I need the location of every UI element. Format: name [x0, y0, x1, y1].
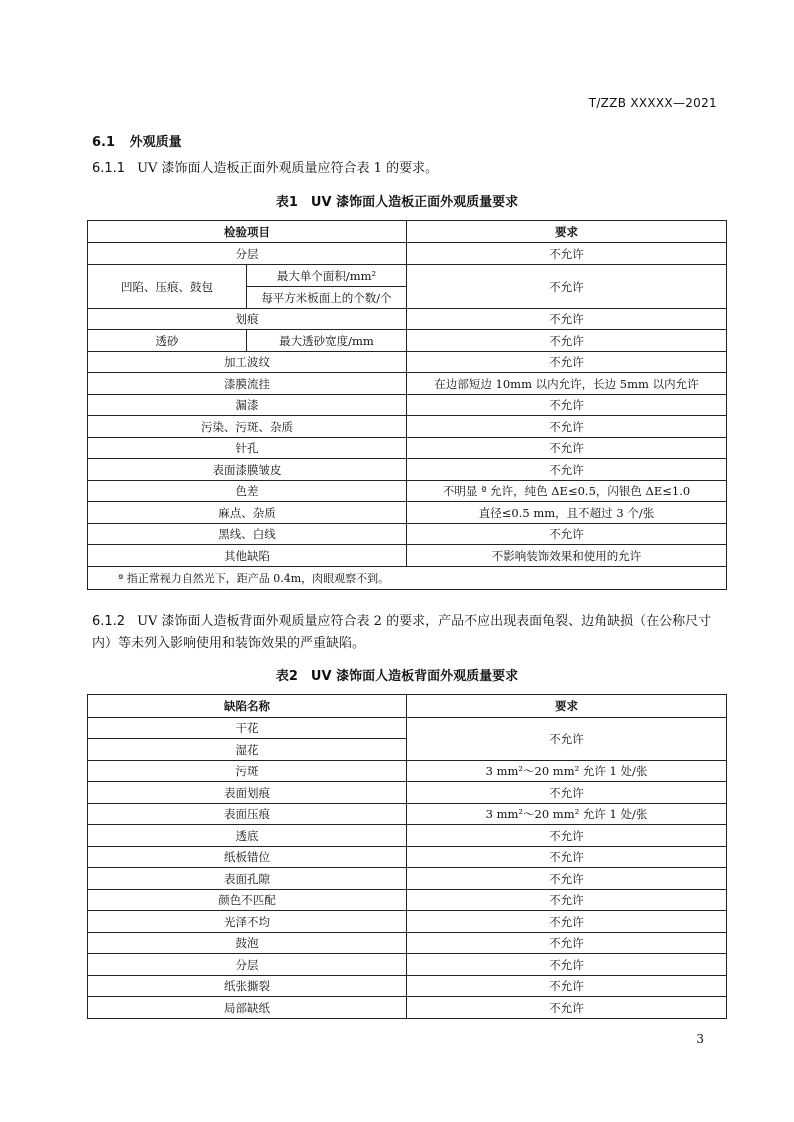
- table1-header-requirement: 要求: [407, 221, 727, 243]
- table2-cell-requirement: 不允许: [407, 997, 727, 1019]
- table1-cell-requirement: 不允许: [407, 459, 727, 481]
- table2-cell-item: 分层: [88, 954, 407, 976]
- table1-cell-item: 黑线、白线: [88, 524, 407, 545]
- table2-cell-item: 纸板错位: [88, 847, 407, 868]
- table1-cell-requirement: 不允许: [407, 524, 727, 545]
- table1-caption: 表1 UV 漆饰面人造板正面外观质量要求: [275, 195, 519, 210]
- table1-cell-item: 表面漆膜皱皮: [88, 459, 407, 481]
- clause-text: UV 漆饰面人造板正面外观质量应符合表 1 的要求。: [137, 161, 439, 176]
- table2-cell-requirement: 不允许: [407, 890, 727, 911]
- table2-cell-item: 纸张撕裂: [88, 976, 407, 997]
- table1-cell-group: 透砂: [88, 330, 247, 352]
- table1-cell-item: 划痕: [88, 309, 407, 330]
- table1-cell-item: 麻点、杂质: [88, 502, 407, 524]
- table2-cell-requirement: 3 mm²～20 mm² 允许 1 处/张: [407, 804, 727, 825]
- table1-cell-requirement: 在边部短边 10mm 以内允许，长边 5mm 以内允许: [407, 373, 727, 395]
- table1-cell-subitem: 最大单个面积/mm²: [247, 265, 407, 287]
- table2-cell-requirement: 不允许: [407, 782, 727, 804]
- table1-cell-item: 针孔: [88, 438, 407, 459]
- table2-cell-item: 湿花: [88, 739, 407, 761]
- table2-header-requirement: 要求: [407, 695, 727, 718]
- table2-cell-item: 表面划痕: [88, 782, 407, 804]
- table1-cell-requirement: 不允许: [407, 352, 727, 373]
- table2-cell-item: 表面孔隙: [88, 868, 407, 890]
- table2-cell-item: 干花: [88, 718, 407, 739]
- table1-cell-requirement: 直径≤0.5 mm，且不超过 3 个/张: [407, 502, 727, 524]
- table1-cell-item: 分层: [88, 243, 407, 265]
- section-title: 外观质量: [129, 135, 182, 150]
- table1-cell-requirement: 不允许: [407, 395, 727, 416]
- table2-cell-requirement: 不允许: [407, 718, 727, 761]
- table2-caption: 表2 UV 漆饰面人造板背面外观质量要求: [275, 669, 519, 684]
- table2-cell-requirement: 不允许: [407, 911, 727, 933]
- table2-cell-item: 颜色不匹配: [88, 890, 407, 911]
- table2-cell-item: 表面压痕: [88, 804, 407, 825]
- table1-cell-item: 污染、污斑、杂质: [88, 416, 407, 438]
- table2-cell-item: 光泽不均: [88, 911, 407, 933]
- table1-cell-item: 色差: [88, 481, 407, 502]
- table2-cell-requirement: 不允许: [407, 825, 727, 847]
- section-number: 6.1: [92, 135, 116, 150]
- table1-cell-requirement: 不允许: [407, 243, 727, 265]
- table1-cell-item: 漆膜流挂: [88, 373, 407, 395]
- table1-cell-requirement: 不允许: [407, 330, 727, 352]
- clause-number: 6.1.2: [92, 614, 126, 629]
- table2-cell-requirement: 不允许: [407, 868, 727, 890]
- page-number: 3: [696, 1032, 704, 1046]
- table1-cell-item: 漏漆: [88, 395, 407, 416]
- table2-header-item: 缺陷名称: [88, 695, 407, 718]
- table1-footnote: ª 指正常视力自然光下，距产品 0.4m，肉眼观察不到。: [88, 567, 727, 590]
- clause-number: 6.1.1: [92, 161, 126, 176]
- table2-cell-item: 污斑: [88, 761, 407, 782]
- table1-cell-requirement: 不允许: [407, 265, 727, 309]
- table1-cell-requirement: 不允许: [407, 309, 727, 330]
- table2-cell-item: 鼓泡: [88, 933, 407, 954]
- table2-cell-requirement: 3 mm²～20 mm² 允许 1 处/张: [407, 761, 727, 782]
- table2-cell-item: 局部缺纸: [88, 997, 407, 1019]
- table2-cell-requirement: 不允许: [407, 976, 727, 997]
- clause-6-1-2: [92, 611, 724, 655]
- section-heading: [92, 131, 182, 150]
- table2: [87, 694, 727, 1019]
- table1-cell-item: 其他缺陷: [88, 545, 407, 567]
- table1-header-item: 检验项目: [88, 221, 407, 243]
- table2-cell-item: 透底: [88, 825, 407, 847]
- table1-cell-requirement: 不影响装饰效果和使用的允许: [407, 545, 727, 567]
- table2-cell-requirement: 不允许: [407, 847, 727, 868]
- table1: [87, 220, 727, 590]
- table1-cell-subitem: 最大透砂宽度/mm: [247, 330, 407, 352]
- table1-cell-requirement: 不允许: [407, 438, 727, 459]
- table1-cell-requirement: 不明显 ª 允许，纯色 ΔE≤0.5，闪银色 ΔE≤1.0: [407, 481, 727, 502]
- table1-cell-item: 加工波纹: [88, 352, 407, 373]
- clause-6-1-1: [92, 158, 724, 180]
- table2-cell-requirement: 不允许: [407, 933, 727, 954]
- clause-text: UV 漆饰面人造板背面外观质量应符合表 2 的要求，产品不应出现表面龟裂、边角缺损（在公称尺寸内）等未列入影响使用和装饰效果的严重缺陷。: [92, 614, 712, 651]
- table1-cell-group: 凹陷、压痕、鼓包: [88, 265, 247, 309]
- table1-cell-subitem: 每平方米板面上的个数/个: [247, 287, 407, 309]
- table1-cell-requirement: 不允许: [407, 416, 727, 438]
- standard-code: T/ZZB XXXXX—2021: [588, 96, 717, 110]
- table2-cell-requirement: 不允许: [407, 954, 727, 976]
